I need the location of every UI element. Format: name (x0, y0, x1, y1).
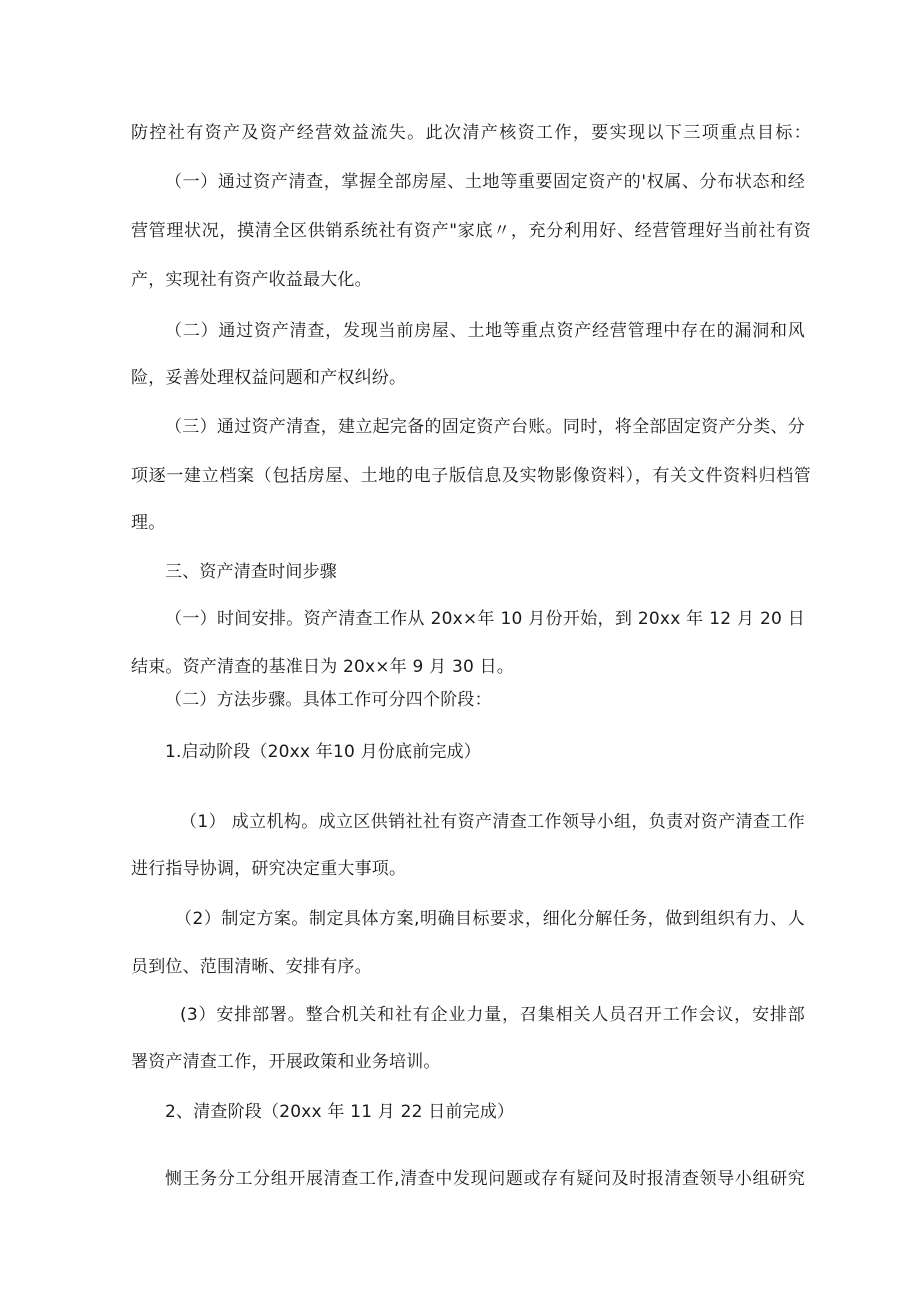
paragraph-line: 项逐一建立档案（包括房屋、土地的电子版信息及实物影像资料），有关文件资料归档管 (131, 466, 811, 486)
paragraph-line: 营管理状况，摸清全区供销系统社有资产"家底〃，充分利用好、经营管理好当前社有资 (131, 221, 811, 241)
paragraph-line: (3）安排部署。整合机关和社有企业力量，召集相关人员召开工作会议，安排部 (180, 1005, 805, 1025)
paragraph-line: 进行指导协调，研究决定重大事项。 (131, 859, 407, 879)
paragraph-line: （三）通过资产清查，建立起完备的固定资产台账。同时，将全部固定资产分类、分 (165, 417, 805, 437)
paragraph-line: （2）制定方案。制定具体方案,明确目标要求，细化分解任务，做到组织有力、人 (175, 909, 805, 929)
paragraph-line: 署资产清查工作，开展政策和业务培训。 (131, 1052, 441, 1072)
paragraph-line: （一）通过资产清查，掌握全部房屋、土地等重要固定资产的'权属、分布状态和经 (165, 172, 805, 192)
section-heading: 三、资产清查时间步骤 (165, 562, 337, 582)
paragraph-line: 恻王务分工分组开展清查工作,清查中发现问题或存有疑问及时报清查领导小组研究 (165, 1169, 805, 1189)
paragraph-line: 结束。资产清查的基准日为 20x×年 9 月 30 日。 (131, 657, 515, 677)
paragraph-line: （二）方法步骤。具体工作可分四个阶段： (165, 690, 492, 710)
paragraph-line: 员到位、范围清晰、安排有序。 (131, 957, 372, 977)
paragraph-line: 险，妥善处理权益问题和产权纠纷。 (131, 368, 407, 388)
paragraph-line: 理。 (131, 513, 166, 533)
paragraph-line: （二）通过资产清查，发现当前房屋、土地等重点资产经营管理中存在的漏洞和风 (165, 321, 805, 341)
paragraph-line: （一）时间安排。资产清查工作从 20x×年 10 月份开始，到 20xx 年 12 月 20 日 (165, 609, 805, 629)
paragraph-line: 防控社有资产及资产经营效益流失。此次清产核资工作，要实现以下三项重点目标： (131, 123, 811, 143)
paragraph-line: 产，实现社有资产收益最大化。 (131, 270, 372, 290)
subsection-heading: 2、清查阶段（20xx 年 11 月 22 日前完成） (165, 1102, 515, 1122)
subsection-heading: 1.启动阶段（20xx 年10 月份底前完成） (165, 742, 482, 762)
paragraph-line: （1） 成立机构。成立区供销社社有资产清查工作领导小组，负责对资产清查工作 (180, 812, 805, 832)
